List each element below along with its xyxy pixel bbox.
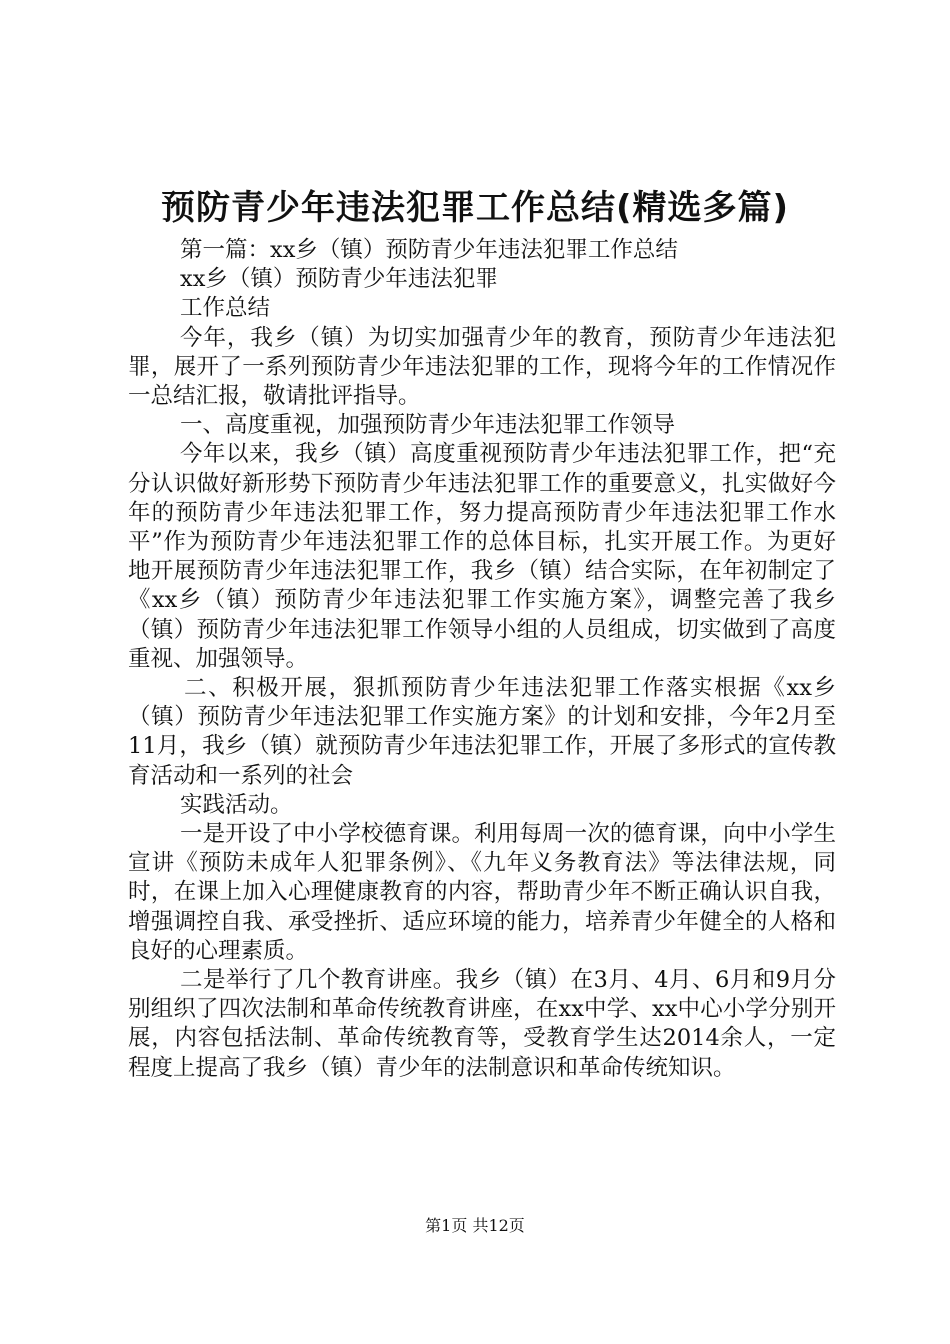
intro-paragraph: 今年，我乡（镇）为切实加强青少年的教育，预防青少年违法犯罪，展开了一系列预防青少年违法犯罪的工作，现将今年的工作情况作一总结汇报，敬请批评指导。: [128, 324, 836, 410]
report-subtitle-line-1: xx乡（镇）预防青少年违法犯罪: [180, 266, 498, 293]
section-heading-part-one: 第一篇：xx乡（镇）预防青少年违法犯罪工作总结: [180, 237, 678, 263]
paragraph-lectures: 二是举行了几个教育讲座。我乡（镇）在3月、4月、6月和9月分别组织了四次法制和革命传统教育讲座，在xx中学、xx中心小学分别开展，内容包括法制、革命传统教育等，受教育学生达2014余人，一定程度上提高了我乡（镇）青少年的法制意识和革命传统知识。: [128, 967, 836, 1081]
document-title: 预防青少年违法犯罪工作总结(精选多篇): [160, 188, 790, 228]
report-subtitle-line-2: 工作总结: [180, 295, 271, 322]
paragraph-leadership: 今年以来，我乡（镇）高度重视预防青少年违法犯罪工作，把“充分认识做好新形势下预防青少年违法犯罪工作的重要意义，扎实做好今年的预防青少年违法犯罪工作，努力提高预防青少年违法犯罪工作水平”作为预防青少年违法犯罪工作的总体目标，扎实开展工作。为更好地开展预防青少年违法犯罪工作，我乡（镇）结合实际，在年初制定了《xx乡（镇）预防青少年违法犯罪工作实施方案》，调整完善了我乡（镇）预防青少年违法犯罪工作领导小组的人员组成，切实做到了高度重视、加强领导。: [128, 441, 836, 672]
heading-two-paragraph: 二、积极开展，狠抓预防青少年违法犯罪工作落实根据《xx乡（镇）预防青少年违法犯罪工作实施方案》的计划和安排，今年2月至11月，我乡（镇）就预防青少年违法犯罪工作，开展了多形式的宣传教育活动和一系列的社会: [128, 675, 836, 789]
heading-one: 一、高度重视，加强预防青少年违法犯罪工作领导: [180, 412, 676, 439]
practice-activities-line: 实践活动。: [180, 791, 293, 818]
page-number-footer: 第1页 共12页: [425, 1216, 525, 1235]
paragraph-moral-education: 一是开设了中小学校德育课。利用每周一次的德育课，向中小学生宣讲《预防未成年人犯罪条例》、《九年义务教育法》等法律法规，同时，在课上加入心理健康教育的内容，帮助青少年不断正确认识自我，增强调控自我、承受挫折、适应环境的能力，培养青少年健全的人格和良好的心理素质。: [128, 821, 836, 964]
document-body: [128, 236, 836, 1083]
